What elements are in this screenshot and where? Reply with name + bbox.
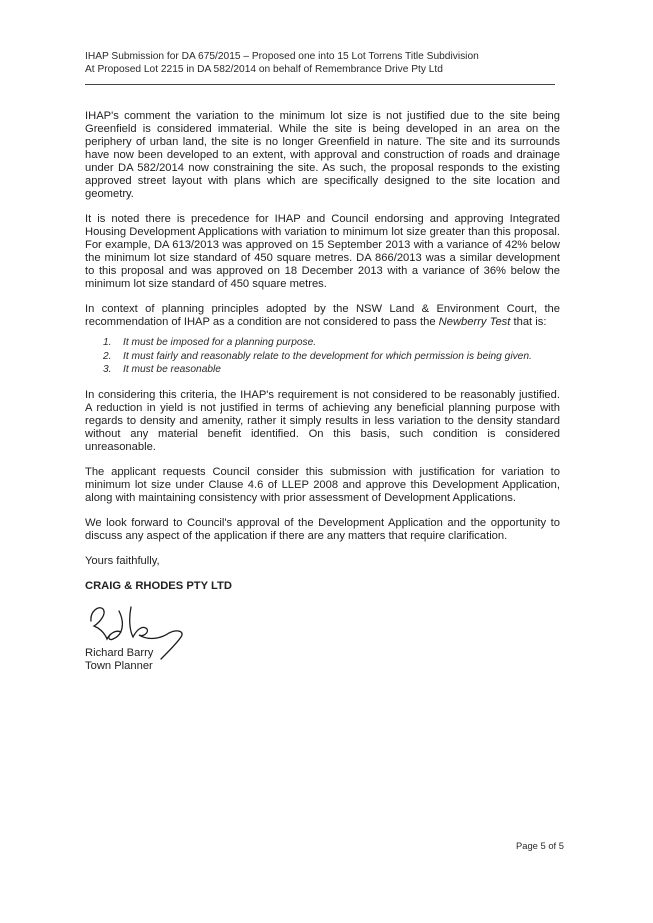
- list-item-text: It must be imposed for a planning purpose.: [123, 337, 317, 348]
- signer-name: Richard Barry: [85, 646, 154, 659]
- page-header: [85, 50, 555, 76]
- list-item-text: It must fairly and reasonably relate to the development for which permission is being given.: [123, 350, 532, 362]
- salutation: Yours faithfully,: [85, 554, 160, 567]
- header-line-2: At Proposed Lot 2215 in DA 582/2014 on behalf of Remembrance Drive Pty Ltd: [85, 64, 443, 75]
- header-divider: [85, 84, 555, 85]
- list-item: [103, 337, 560, 350]
- paragraph-1: IHAP's comment the variation to the minimum lot size is not justified due to the site being Greenfield is considered immaterial. While the site is being developed in an area on the periphery of urban land, the site is no longer Greenfield in nature. The site and its surrounds have now been developed to an extent, with approval and construction of roads and drainage under DA 582/2014 now constraining the site. As such, the proposal responds to the existing approved street layout with plans which are specifically designed to the site location and geometry.: [85, 110, 560, 200]
- signature-icon: [85, 599, 215, 661]
- list-item-number: 3.: [103, 364, 112, 376]
- signature: [85, 599, 215, 647]
- paragraph-3-suffix: that is:: [510, 316, 547, 328]
- paragraph-5: The applicant requests Council consider this submission with justification for variation to minimum lot size under Clause 4.6 of LLEP 2008 and approve this Development Application, along with maintaining consistency with prior assessment of Development Applications.: [85, 465, 560, 504]
- list-item-number: 2.: [103, 350, 112, 362]
- list-item: [103, 364, 560, 377]
- company-name: CRAIG & RHODES PTY LTD: [85, 579, 232, 592]
- paragraph-3: [85, 303, 560, 329]
- newberry-test-term: Newberry Test: [438, 316, 511, 328]
- paragraph-4: In considering this criteria, the IHAP's requirement is not considered to be reasonably justified. A reduction in yield is not justified in terms of achieving any beneficial planning purpose with regards to density and amenity, rather it simply results in less variation to the density standard without any material benefit identified. On this basis, such condition is considered unreasonable.: [85, 388, 560, 453]
- list-item-number: 1.: [103, 337, 112, 348]
- paragraph-2: It is noted there is precedence for IHAP and Council endorsing and approving Integrated Housing Development Applications with variation to minimum lot size greater than this proposal. For example, DA 613/2013 was approved on 15 September 2013 with a variance of 42% below the minimum lot size standard of 450 square metres. DA 866/2013 was a similar development to this proposal and was approved on 18 December 2013 with a variance of 36% below the minimum lot size standard of 450 square metres.: [85, 213, 560, 290]
- paragraph-6: We look forward to Council's approval of the Development Application and the opportunity to discuss any aspect of the application if there are any matters that require clarification.: [85, 516, 560, 542]
- signer-title: Town Planner: [85, 659, 153, 672]
- paragraph-3-text: In context of planning principles adopted by the NSW Land & Environment Court, the recommendation of IHAP as a condition are not considered to pass the: [85, 303, 560, 328]
- letter-body: [85, 110, 560, 673]
- page-number: Page 5 of 5: [516, 840, 564, 851]
- header-line-1: IHAP Submission for DA 675/2015 – Proposed one into 15 Lot Torrens Title Subdivision: [85, 51, 479, 62]
- list-item-text: It must be reasonable: [123, 364, 221, 376]
- list-item: [103, 350, 560, 364]
- newberry-criteria-list: [85, 337, 560, 377]
